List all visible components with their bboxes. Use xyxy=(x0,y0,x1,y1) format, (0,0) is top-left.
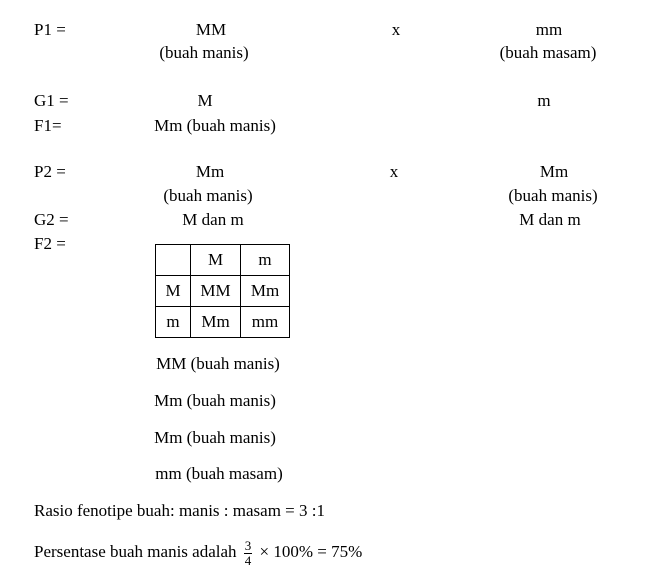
punnett-header-row xyxy=(156,245,290,276)
punnett-header-cell: M xyxy=(191,245,241,276)
p2-right-phenotype: (buah manis) xyxy=(508,186,598,205)
punnett-cell: Mm xyxy=(241,276,290,307)
g2-label: G2 = xyxy=(34,210,69,229)
f1-label: F1= xyxy=(34,116,62,135)
p1-right-phenotype: (buah masam) xyxy=(499,43,597,62)
p1-cross-symbol: x xyxy=(391,20,401,39)
p2-cross-symbol: x xyxy=(389,162,399,181)
fraction xyxy=(244,539,253,568)
percentage-suffix: × 100% = 75% xyxy=(259,542,363,561)
punnett-header-cell: m xyxy=(241,245,290,276)
p2-right-genotype: Mm xyxy=(539,162,569,181)
punnett-corner-cell xyxy=(156,245,191,276)
p2-left-phenotype: (buah manis) xyxy=(163,186,253,205)
percentage-prefix: Persentase buah manis adalah xyxy=(34,542,237,561)
g1-label: G1 = xyxy=(34,91,69,110)
punnett-row xyxy=(156,307,290,338)
punnett-cell: Mm xyxy=(191,307,241,338)
punnett-row-header-cell: m xyxy=(156,307,191,338)
punnett-square xyxy=(155,244,290,338)
f2-result-item: Mm (buah manis) xyxy=(154,428,276,447)
fraction-numerator: 3 xyxy=(244,537,252,553)
p1-label: P1 = xyxy=(34,20,66,39)
p2-label: P2 = xyxy=(34,162,66,181)
p1-left-genotype: MM xyxy=(195,20,227,39)
g2-left-gametes: M dan m xyxy=(182,210,244,229)
punnett-cell: mm xyxy=(241,307,290,338)
g1-right-gamete: m xyxy=(537,91,551,110)
g2-right-gametes: M dan m xyxy=(519,210,581,229)
punnett-row-header-cell: M xyxy=(156,276,191,307)
p2-left-genotype: Mm xyxy=(195,162,225,181)
g1-left-gamete: M xyxy=(197,91,213,110)
phenotype-ratio: Rasio fenotipe buah: manis : masam = 3 :1 xyxy=(34,501,325,520)
percentage-line xyxy=(34,536,362,568)
punnett-row xyxy=(156,276,290,307)
p1-left-phenotype: (buah manis) xyxy=(159,43,249,62)
p1-right-genotype: mm xyxy=(535,20,563,39)
f2-result-item: MM (buah manis) xyxy=(156,354,280,373)
f1-value: Mm (buah manis) xyxy=(154,116,276,135)
f2-result-item: mm (buah masam) xyxy=(155,464,283,483)
f2-result-item: Mm (buah manis) xyxy=(154,391,276,410)
f2-label: F2 = xyxy=(34,234,66,253)
punnett-cell: MM xyxy=(191,276,241,307)
fraction-denominator: 4 xyxy=(244,552,252,568)
